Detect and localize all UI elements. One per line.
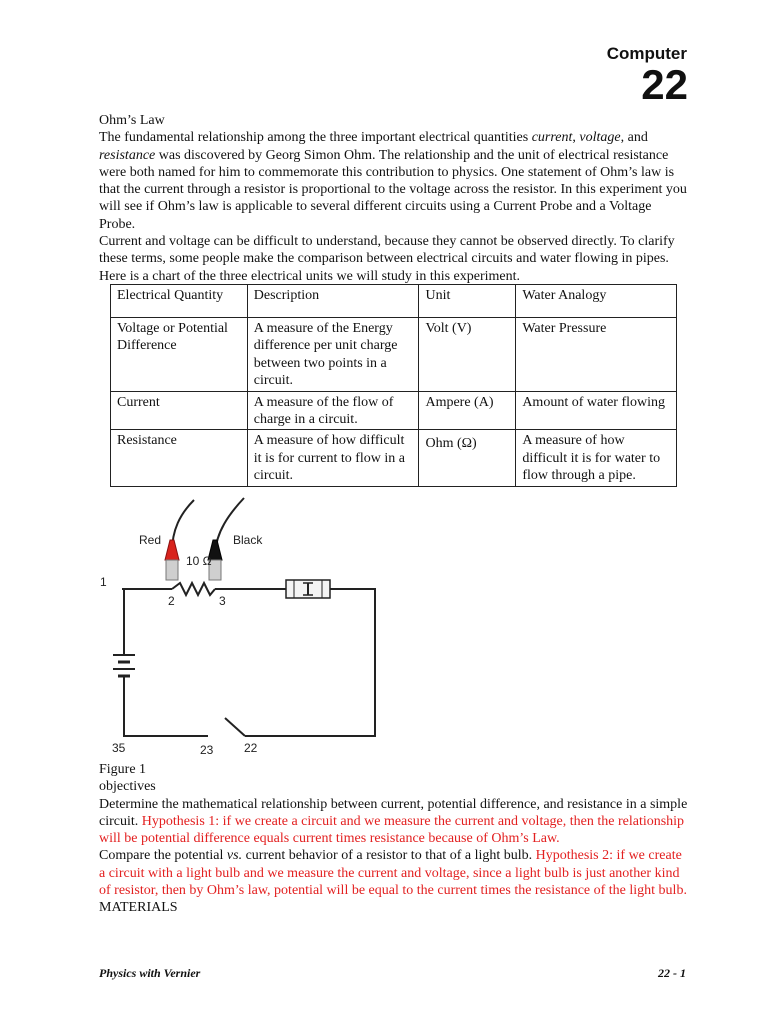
figure-caption: Figure 1 bbox=[99, 762, 147, 777]
red-probe-connector bbox=[166, 560, 178, 580]
table-row bbox=[111, 391, 677, 430]
section-title: Ohm’s Law bbox=[99, 113, 165, 128]
footer-book-title: Physics with Vernier bbox=[99, 966, 201, 980]
p1-and: , and bbox=[620, 130, 648, 146]
table-row bbox=[111, 318, 677, 392]
objectives-heading: objectives bbox=[99, 779, 156, 795]
p1-text-b: was discovered by Georg Simon Ohm. The relationship and the unit of electrical resistance were both named for him to commemorate this contribution to physics. One statement of Ohm’s law is that the current through a resistor is proportional to the voltage across the resistor. In this experiment you will see if Ohm’s law is applicable to several different circuits using a Current Probe and a Voltage Probe. bbox=[99, 147, 687, 232]
objective-2-text-a: Compare the potential bbox=[99, 848, 227, 864]
current-probe bbox=[286, 580, 330, 598]
objective-2 bbox=[99, 847, 689, 899]
term-voltage: voltage bbox=[579, 130, 621, 146]
p1-text-a: The fundamental relationship among the three important electrical quantities bbox=[99, 130, 532, 146]
table-cell: A measure of how difficult it is for current to flow in a circuit. bbox=[247, 430, 419, 486]
table-cell: A measure of the flow of charge in a circuit. bbox=[247, 391, 419, 430]
circuit-figure bbox=[94, 492, 384, 762]
table-cell: A measure of how difficult it is for water to flow through a pipe. bbox=[516, 430, 677, 486]
table-cell: Ohm (Ω) bbox=[419, 430, 516, 486]
intro-section bbox=[99, 112, 689, 285]
table-header-row bbox=[111, 285, 677, 318]
chapter-number: 22 bbox=[641, 61, 688, 108]
hypothesis-2: Hypothesis 2: if we create a circuit with a light bulb and we measure the current and voltage, since a light bulb is just another kind of resistor, then by Ohm’s law, potential will be equal to the current times the resistance of the light bulb. bbox=[99, 848, 687, 899]
table-row bbox=[111, 430, 677, 486]
intro-paragraph-2: Current and voltage can be difficult to understand, because they cannot be observed directly. To clarify these terms, some people make the comparison between electrical circuits and water flowing in pipes. Here is a chart of the three electrical units we will study in this experiment. bbox=[99, 234, 675, 284]
hypothesis-1: Hypothesis 1: if we create a circuit and we measure the current and voltage, then the relationship will be potential difference equals current times resistance because of Ohm’s Law. bbox=[99, 813, 685, 847]
point-label-22: 22 bbox=[244, 741, 258, 755]
objective-1 bbox=[99, 796, 689, 848]
table-header-cell: Description bbox=[247, 285, 419, 318]
chapter-label: Computer bbox=[606, 44, 687, 63]
intro-paragraph-1 bbox=[99, 129, 689, 233]
red-label: Red bbox=[139, 533, 162, 547]
table-header-cell: Unit bbox=[419, 285, 516, 318]
table-cell: Voltage or Potential Difference bbox=[111, 318, 248, 392]
term-resistance: resistance bbox=[99, 147, 156, 163]
point-label-35: 35 bbox=[112, 741, 126, 755]
term-current: current bbox=[531, 130, 573, 146]
table-cell: Volt (V) bbox=[419, 318, 516, 392]
table-cell: Water Pressure bbox=[516, 318, 677, 392]
black-label: Black bbox=[233, 533, 263, 547]
resistor-value-label: 10 Ω bbox=[186, 554, 212, 568]
point-label-1: 1 bbox=[100, 575, 107, 589]
table-cell: Amount of water flowing bbox=[516, 391, 677, 430]
objective-1-text: Determine the mathematical relationship between current, potential difference, and resistance in a simple circuit. bbox=[99, 796, 688, 829]
table-cell: Resistance bbox=[111, 430, 248, 486]
materials-heading: MATERIALS bbox=[99, 900, 178, 916]
table-header-cell: Water Analogy bbox=[516, 285, 677, 318]
table-cell: Current bbox=[111, 391, 248, 430]
point-label-23: 23 bbox=[200, 743, 214, 757]
objectives-section bbox=[99, 761, 689, 917]
point-label-2: 2 bbox=[168, 594, 175, 608]
table-cell: A measure of the Energy difference per unit charge between two points in a circuit. bbox=[247, 318, 419, 392]
table-cell: Ampere (A) bbox=[419, 391, 516, 430]
electrical-units-table bbox=[110, 284, 677, 487]
point-label-3: 3 bbox=[219, 594, 226, 608]
table-header-cell: Electrical Quantity bbox=[111, 285, 248, 318]
objective-2-text-b: current behavior of a resistor to that of a light bulb. bbox=[242, 848, 536, 864]
objective-2-vs: vs. bbox=[226, 848, 243, 864]
p1-comma: , bbox=[572, 130, 580, 146]
footer-page-number: 22 - 1 bbox=[658, 966, 686, 980]
